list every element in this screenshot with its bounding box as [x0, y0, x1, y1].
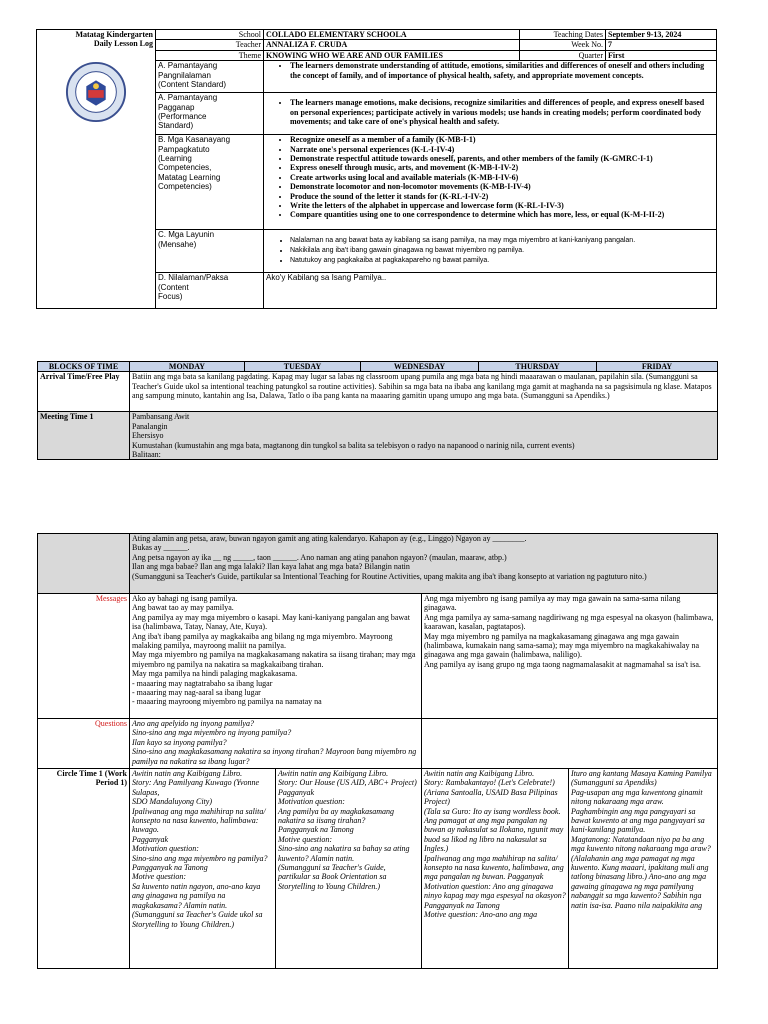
school-value: COLLADO ELEMENTARY SCHOOLA	[264, 30, 520, 40]
circle-time-label: Circle Time 1 (Work Period 1)	[38, 769, 130, 969]
label-line: A. Pamantayang	[158, 61, 218, 71]
label-line: (Content Standard)	[158, 80, 227, 90]
blocks-header: BLOCKS OF TIME	[38, 362, 130, 372]
content-focus-label	[156, 273, 264, 309]
questions-list	[130, 719, 422, 769]
circle-line: Magtanong: Natatandaan niyo pa ba ang mga kuwento nitong nakaraang mga araw? (Alalahanin ang mga pamagat ng mga kuwento. Kung maaari, ipakitang muli ang tatlong binasang libro.) Ano-ano ang mga gawaing ginagawa ng mga pamilyang nabanggit sa mga kuwento? Sabihin nga natin isa-isa. Paano nila naipakikita ang	[571, 834, 711, 910]
circle-line: Awitin natin ang Kaibigang Libro.	[424, 769, 535, 778]
theme-value: KNOWING WHO WE ARE AND OUR FAMILIES	[264, 50, 520, 60]
message-line: May mga pamilya na hindi palaging magkakasama.	[132, 669, 298, 679]
label-line: Pagganap	[158, 102, 195, 112]
circle-line: Sino-sino ang mga miyembro ng pamilya? Pangganyak na Tanong	[132, 853, 268, 873]
header-table	[36, 29, 717, 309]
schedule-header-row	[38, 362, 718, 372]
competency-item: • Recognize oneself as a member of a family (K-MB-I-1)	[290, 135, 714, 144]
label-line: Pangnilalaman	[158, 70, 211, 80]
objectives-list	[264, 230, 717, 273]
week-label: Week No.	[520, 40, 606, 50]
circle-line: Story: Ang Pamilyang Kuwago (Yvonne Sulapas,	[132, 778, 260, 797]
teacher-label: Teacher	[156, 40, 264, 50]
circle-line: (Tala sa Guro: Ito ay isang wordless book. Ang pamagat at ang mga pangalan ng buwan ay nakasulat sa Ilokano, ngunit may buod sa likod ng libro na nakasulat sa Ingles.)	[424, 806, 564, 854]
objective-item: • Nalalaman na ang bawat bata ay kabilang sa isang pamilya, na may mga miyembro at kani-kaniyang pangalan.	[290, 236, 714, 246]
list-item: • The learners demonstrate understanding of attitude, emotions, similarities and differences of oneself and others including the concept of family, and of importance of physical health, safety, and appropriate movement concepts.	[290, 61, 714, 80]
meeting-line: Balitaan:	[132, 450, 161, 460]
deped-seal-icon	[65, 61, 127, 123]
competency-item: • Narrate one's personal experiences (K-L-I-IV-4)	[290, 145, 714, 154]
question-line: Ano ang apelyido ng inyong pamilya?	[132, 719, 254, 728]
content-standard-label	[156, 61, 264, 93]
label-line: B. Mga Kasanayang	[158, 135, 231, 145]
title-cell	[37, 30, 156, 309]
message-line: Ang mga miyembro ng isang pamilya ay may mga gawain na sama-sama nilang ginagawa.	[424, 594, 681, 613]
label-line: Pampagkatuto	[158, 144, 210, 154]
content-focus-value: Ako'y Kabilang sa Isang Pamilya..	[264, 273, 717, 309]
circle-line: Motivation question: Ano ang ginagawa ninyo kapag may mga espesyal na okasyon?	[424, 881, 566, 901]
intro-line: Bukas ay ______.	[132, 543, 190, 553]
log-title-line1: Matatag Kindergarten	[75, 30, 153, 39]
message-line: Ang bawat tao ay may pamilya.	[132, 603, 234, 613]
circle-time-row	[38, 769, 718, 969]
quarter-label: Quarter	[520, 50, 606, 60]
intro-text	[130, 534, 718, 594]
arrival-label: Arrival Time/Free Play	[38, 372, 130, 412]
objective-item: • Natutukoy ang pagkakaiba at pagkakapareho ng bawat pamilya.	[290, 256, 714, 266]
circle-line: Motivation question:	[278, 797, 345, 807]
objectives-label	[156, 230, 264, 273]
label-line: (Learning	[158, 154, 192, 164]
thursday-header: THURSDAY	[479, 362, 597, 372]
circle-line: Motive question: Ano-ano ang mga	[424, 910, 538, 920]
circle-line: Ituro ang kantang Masaya Kaming Pamilya (Sumangguni sa Apendiks)	[571, 769, 712, 788]
dates-value: September 9-13, 2024	[606, 30, 717, 40]
circle-line: Story: Our House (US AID, ABC+ Project)	[278, 778, 417, 788]
message-line: Ang pamilya ay isang grupo ng mga taong nagmamalasakit at nagmamahal sa isa't isa.	[424, 659, 701, 669]
messages-right	[422, 594, 718, 719]
intro-row	[38, 534, 718, 594]
label-line: Focus)	[158, 292, 183, 302]
message-line: - maaaring may nag-aaral sa ibang lugar	[132, 688, 261, 698]
circle-line: Motivation question:	[132, 844, 199, 854]
wednesday-header: WEDNESDAY	[361, 362, 479, 372]
meeting-line: Panalangin	[132, 421, 168, 431]
meeting-line: Ehersisyo	[132, 431, 164, 441]
competency-item: • Write the letters of the alphabet in uppercase and lowercase form (K-RL-I-IV-3)	[290, 201, 714, 210]
circle-line: SDO Mandaluyong City)	[132, 797, 212, 807]
circle-line: Story: Rambakantayo! (Let's Celebrate!) (Ariana Santoalla, USAID Basa Pilipinas Project)	[424, 778, 558, 807]
question-line: Sino-sino ang mga miyembro ng inyong pamilya?	[132, 728, 292, 738]
circle-line: Motive question:	[132, 872, 186, 882]
performance-standard-label	[156, 93, 264, 135]
circle-tuesday	[276, 769, 422, 969]
message-line: May mga miyembro ng pamilya na magkakasamang nakatira sa iisang tirahan; may mga miyembro ng pamilya na nakatira sa magkakaibang tirahan.	[132, 650, 416, 669]
intro-blank-cell	[38, 534, 130, 594]
competency-item: • Produce the sound of the letter it stands for (K-RL-I-IV-2)	[290, 192, 714, 201]
meeting-row	[38, 412, 718, 460]
circle-line: Motive question:	[278, 834, 332, 844]
competencies-label	[156, 135, 264, 230]
questions-label: Questions	[38, 719, 130, 769]
circle-line: Ang pamilya ba ay magkakasamang nakatira sa iisang tirahan?	[278, 806, 394, 826]
label-line: (Content	[158, 282, 189, 292]
circle-line: Pangganyak na Tanong	[278, 825, 354, 835]
competency-item: • Demonstrate locomotor and non-locomotor movements (K-MB-I-IV-4)	[290, 182, 714, 191]
circle-thursday	[569, 769, 718, 969]
message-line: Ang mga pamilya ay sama-samang nagdiriwang ng mga espesyal na okasyon (halimbawa, kaarawan, kasalan, pagtatapos).	[424, 612, 714, 632]
message-line: Ang pamilya ay may mga miyembro o kasapi. May kani-kaniyang pangalan ang bawat isa (halimbawa, Tatay, Nanay, Ate, Kuya).	[132, 612, 410, 632]
label-line: (Mensahe)	[158, 239, 197, 249]
message-line: - maaaring may nagtatrabaho sa ibang lugar	[132, 678, 273, 688]
label-line: Competencies,	[158, 163, 212, 173]
circle-line: Sino-sino ang nakatira sa bahay sa ating kuwento? Alamin natin.	[278, 844, 410, 863]
message-line: - maaaring mayroong miyembro ng pamilya na namatay na	[132, 697, 322, 707]
questions-row	[38, 719, 718, 769]
theme-label: Theme	[156, 50, 264, 60]
school-label: School	[156, 30, 264, 40]
message-line: Ang iba't ibang pamilya ay magkakaiba ang bilang ng mga miyembro. Mayroong malaking pamilya, mayroong maliit na pamilya.	[132, 631, 393, 651]
log-title-line2: Daily Lesson Log	[93, 39, 153, 49]
circle-line: Awitin natin ang Kaibigang Libro.	[278, 769, 389, 778]
circle-line: Awitin natin ang Kaibigang Libro.	[132, 769, 243, 778]
circle-line: Sa kuwento natin ngayon, ano-ano kaya ang ginagawa ng pamilya na magkakasama? Alamin natin.	[132, 881, 261, 910]
questions-blank-cell	[422, 719, 718, 769]
objective-item: • Nakikilala ang iba't ibang gawain ginagawa ng bawat miyembro ng pamilya.	[290, 246, 714, 256]
message-line: Ako ay bahagi ng isang pamilya.	[132, 594, 238, 603]
circle-monday	[130, 769, 276, 969]
circle-line: Pangganyak na Tanong	[424, 900, 500, 910]
intro-line: (Sumangguni sa Teacher's Guide, partikular sa Intentional Teaching for Routine Activities, upang makita ang iba't ibang konsepto at variation ng pagtuturo nito.)	[132, 571, 647, 581]
label-line: Standard)	[158, 121, 194, 131]
competency-item: • Create artworks using local and available materials (K-MB-I-IV-6)	[290, 173, 714, 182]
activities-table	[37, 533, 718, 969]
label-line: Competencies)	[158, 182, 212, 192]
competency-item: • Compare quantities using one to one correspondence to determine which has more, less, or equal (K-M-I-II-2)	[290, 210, 714, 219]
competency-item: • Express oneself through music, arts, and movement (K-MB-I-IV-2)	[290, 163, 714, 172]
competency-item: • Demonstrate respectful attitude towards oneself, parents, and other members of the family (K-GMRC-I-1)	[290, 154, 714, 163]
messages-row	[38, 594, 718, 719]
label-line: Matatag Learning	[158, 172, 221, 182]
competencies-list	[264, 135, 717, 230]
friday-header: FRIDAY	[597, 362, 718, 372]
intro-line: Ilan ang mga babae? Ilan ang mga lalaki? Ilan kaya lahat ang mga bata? Bilangin natin	[132, 562, 410, 572]
dates-label: Teaching Dates	[520, 30, 606, 40]
teacher-value: ANNALIZA F. CRUDA	[264, 40, 520, 50]
arrival-row	[38, 372, 718, 412]
circle-line: Ipaliwanag ang mga mahihirap na salita/ konsepto na nasa kuwento, halimbawa, ang mga pangalan ng buwan. Pagganyak	[424, 853, 564, 882]
meeting-line: Kumustahan (kumustahin ang mga bata, magtanong din tungkol sa balita sa telebisyon o radyo na napanood o narinig nila, current events)	[132, 440, 575, 450]
question-line: Sino-sino ang magkakasamang nakatira sa inyong tirahan? Mayroon bang miyembro ng pamilya na nakatira sa ibang lugar?	[132, 747, 417, 766]
message-line: May mga miyembro ng pamilya na magkakasamang ginagawa ang mga gawain (halimbawa, kumakain nang sama-sama); may mga miyembro na magkakahiwalay na ginagawa ang mga gawain (halimbawa, naliligo).	[424, 631, 700, 660]
schedule-table	[37, 361, 718, 460]
circle-line: Pag-usapan ang mga kuwentong ginamit nitong nakaraang mga araw.	[571, 787, 703, 807]
quarter-value: First	[606, 50, 717, 60]
tuesday-header: TUESDAY	[245, 362, 361, 372]
circle-wednesday	[422, 769, 569, 969]
circle-line: Paghambingin ang mga pangyayari sa bawat kuwento at ang mga pangyayari sa kani-kanilang pamilya.	[571, 806, 705, 835]
arrival-text: Batiin ang mga bata sa kanilang pagdating. Kapag may lugar sa labas ng classroom upang pumila ang mga bata ng hindi maaarawan o maulanan, papilahin sila. (Sumangguni sa Teacher's Guide ukol sa intentional teaching patungkol sa routine activities). Sabihin sa mga bata na ibaba ang kanilang mga gamit at maghanda na sa pagsisimula ng klase. Matapos ang sampung minuto, kantahin ang Isa, Dalawa, Tatlo o iba pang kanta na maaaring gamitin upang umupo ang mga bata. (Sumangguni sa Apendiks.)	[130, 372, 718, 412]
list-item: • The learners manage emotions, make decisions, recognize similarities and differences of people, and express oneself based on personal experiences; participate actively in various models; use hands in creating models; perform coordinated body movements; and take care of one's physical health and safety.	[290, 98, 714, 126]
circle-line: Pagganyak	[278, 787, 314, 797]
monday-header: MONDAY	[130, 362, 245, 372]
circle-line: (Sumangguni sa Teacher's Guide, partikular sa Book Orientation sa Storytelling to Young Children.)	[278, 863, 387, 891]
content-standard-text	[264, 61, 717, 93]
circle-line: (Sumangguni sa Teacher's Guide ukol sa Storytelling to Young Children.)	[132, 910, 263, 929]
intro-line: Ating alamin ang petsa, araw, buwan ngayon gamit ang ating kalendaryo. Kahapon ay (e.g., Linggo) Ngayon ay ________.	[132, 534, 527, 543]
label-line: C. Mga Layunin	[158, 230, 215, 240]
week-value: 7	[606, 40, 717, 50]
circle-line: Pagganyak	[132, 834, 168, 844]
messages-label: Messages	[38, 594, 130, 719]
meeting-line: Pambansang Awit	[132, 412, 190, 422]
meeting-label: Meeting Time 1	[38, 412, 130, 460]
label-line: D. Nilalaman/Paksa	[158, 273, 229, 283]
label-line: A. Pamantayang	[158, 93, 218, 103]
label-line: (Performance	[158, 112, 207, 122]
question-line: Ilan kayo sa inyong pamilya?	[132, 737, 227, 747]
performance-standard-text	[264, 93, 717, 135]
intro-line: Ang petsa ngayon ay ika __ ng _____, taon ______. Ano naman ang ating panahon ngayon? (maulan, maaraw, atbp.)	[132, 552, 507, 562]
messages-left	[130, 594, 422, 719]
circle-line: Ipaliwanag ang mga mahihirap na salita/ konsepto na nasa kuwento, halimbawa: kuwago.	[132, 806, 266, 835]
meeting-text	[130, 412, 718, 460]
school-row	[37, 30, 717, 40]
